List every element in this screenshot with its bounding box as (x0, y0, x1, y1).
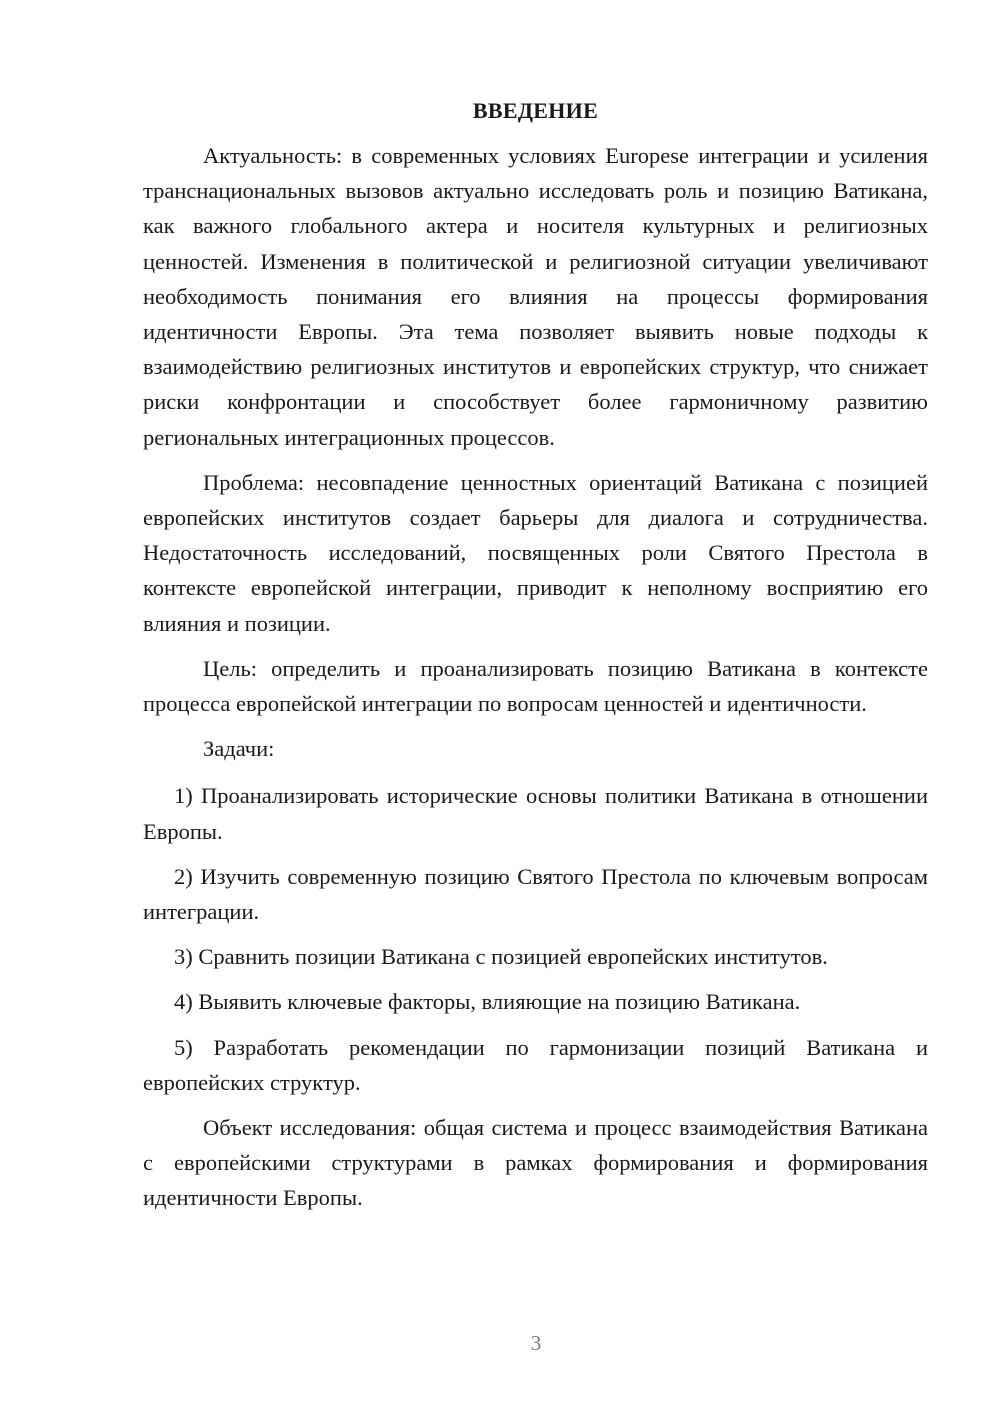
task-item: 4) Выявить ключевые факторы, влияющие на позицию Ватикана. (174, 989, 801, 1015)
page-number: 3 (530, 1331, 542, 1355)
tasks-heading: Задачи: (203, 736, 275, 762)
task-item: 3) Сравнить позиции Ватикана с позицией европейских институтов. (174, 944, 828, 970)
task-item: 2) Изучить современную позицию Святого Престола по ключевым вопросам интеграции. (143, 863, 928, 925)
goal-paragraph: Цель: определить и проанализировать позицию Ватикана в контексте процесса европейской интеграции по вопросам ценностей и идентичности. (143, 655, 928, 717)
object-paragraph: Объект исследования: общая система и процесс взаимодействия Ватикана с европейскими структурами в рамках формирования и формирования идентичности Европы. (143, 1115, 928, 1211)
task-item: 1) Проанализировать исторические основы политики Ватикана в отношении Европы. (143, 783, 928, 844)
relevance-paragraph: Актуальность: в современных условиях Europese интеграции и усиления транснациональных вызовов актуально исследовать роль и позицию Ватикана, как важного глобального актера и носителя культурных и религиозных ценностей. Изменения в политической и религиозной ситуации увеличивают необходимость понимания его влияния на процессы формирования идентичности Европы. Эта тема позволяет выявить новые подходы к взаимодействию религиозных институтов и европейских структур, что снижает риски конфронтации и способствует более гармоничному развитию региональных интеграционных процессов. (143, 143, 928, 450)
page-title: ВВЕДЕНИЕ (472, 98, 599, 123)
task-item: 5) Разработать рекомендации по гармонизации позиций Ватикана и европейских структур. (143, 1034, 928, 1095)
problem-paragraph: Проблема: несовпадение ценностных ориентаций Ватикана с позицией европейских институтов создает барьеры для диалога и сотрудничества. Недостаточность исследований, посвященных роли Святого Престола в контексте европейской интеграции, приводит к неполному восприятию его влияния и позиции. (143, 469, 928, 636)
page-content (143, 96, 928, 1226)
